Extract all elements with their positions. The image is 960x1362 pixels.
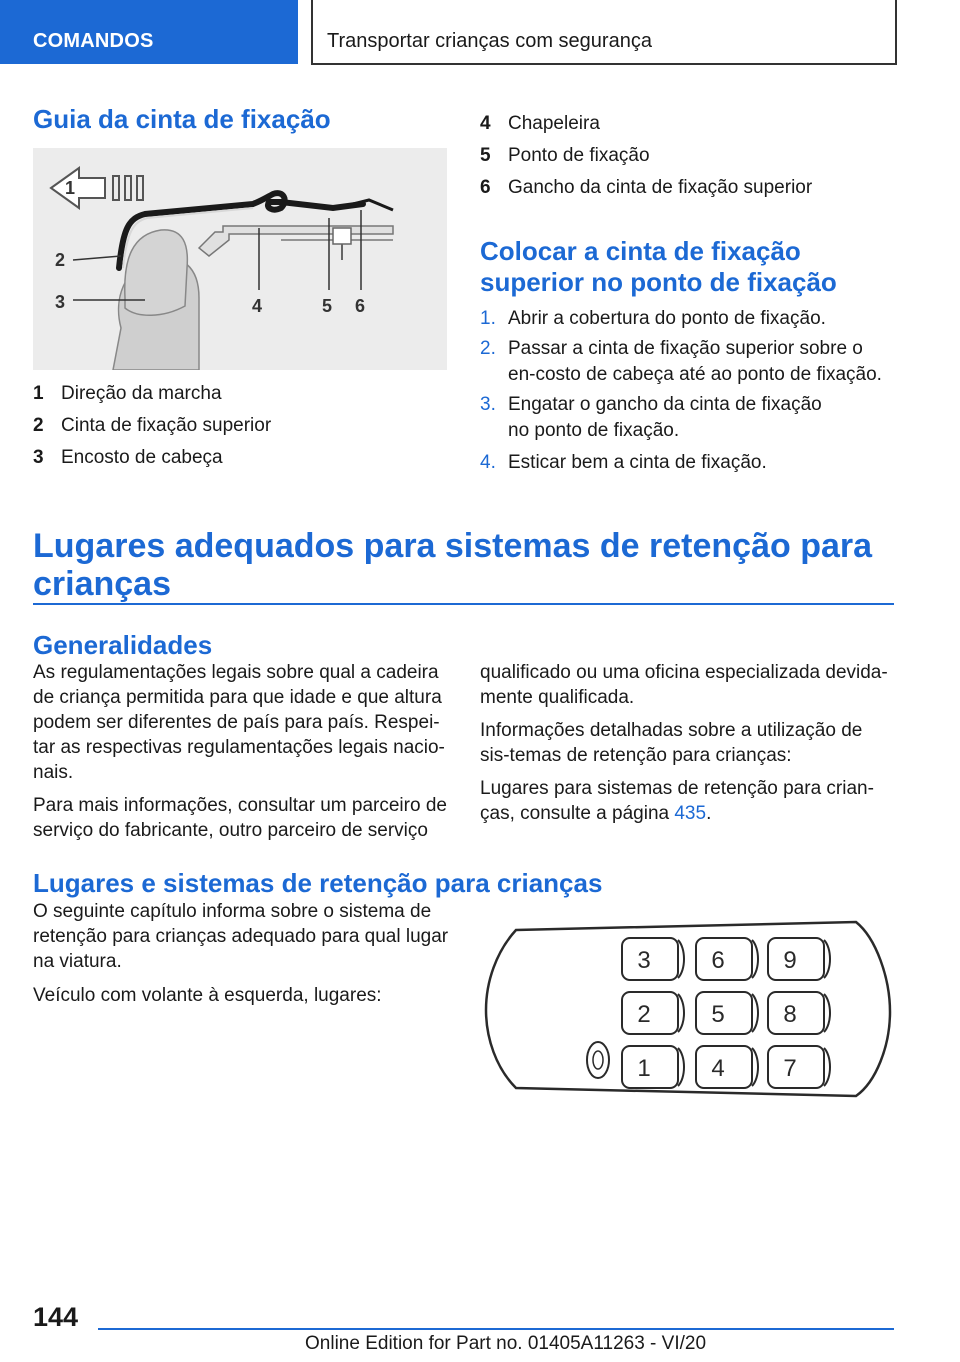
legend-number: 5 xyxy=(480,145,491,166)
step-item xyxy=(480,450,894,476)
seat-number-6: 6 xyxy=(711,947,725,974)
general-paragraph: qualificado ou uma oficina especializada devida-mente qualificada. xyxy=(480,662,888,708)
legend-number: 2 xyxy=(33,415,44,436)
attach-heading-line: superior no ponto de fixação xyxy=(480,267,837,297)
figure-label-3: 3 xyxy=(55,292,66,312)
general-paragraph: As regulamentações legais sobre qual a cadeira de criança permitida para que idade e que altura podem ser diferentes de país para país. Respei-tar as respectivas regulamentações legais nacio-nais. xyxy=(33,662,445,783)
step-text: Esticar bem a cinta de fixação. xyxy=(508,452,767,473)
legend-text: Direção da marcha xyxy=(61,383,222,404)
attach-heading-line: Colocar a cinta de fixação xyxy=(480,236,801,266)
legend-number: 3 xyxy=(33,447,44,468)
seat-number-5: 5 xyxy=(711,1001,725,1028)
legend-text: Gancho da cinta de fixação superior xyxy=(508,177,813,198)
seat-layout-figure xyxy=(476,918,894,1100)
step-text: Engatar o gancho da cinta de fixação no ponto de fixação. xyxy=(508,394,822,441)
page-number: 144 xyxy=(33,1302,79,1332)
places-heading-line: crianças xyxy=(33,565,171,603)
legend-text: Ponto de fixação xyxy=(508,145,650,166)
general-text: Lugares para sistemas de retenção para crian-ças, consulte a página xyxy=(480,778,874,824)
seat-number-2: 2 xyxy=(637,1001,651,1028)
chapter-header xyxy=(311,0,897,65)
step-number: 2. xyxy=(480,338,496,359)
legend-text: Chapeleira xyxy=(508,113,600,134)
step-number: 1. xyxy=(480,308,496,329)
systems-paragraph: O seguinte capítulo informa sobre o sistema de retenção para crianças adequado para qual lugar na viatura. xyxy=(33,901,449,972)
seat-number-4: 4 xyxy=(711,1055,725,1082)
guide-heading: Guia da cinta de fixação xyxy=(33,104,331,134)
legend-item xyxy=(33,414,271,438)
edition-text: Online Edition for Part no. 01405A11263 - VI/20 xyxy=(305,1333,707,1354)
places-heading xyxy=(33,527,872,603)
seat-number-7: 7 xyxy=(783,1055,797,1082)
legend-text: Encosto de cabeça xyxy=(61,447,223,468)
seat-number-3: 3 xyxy=(637,947,651,974)
tether-guide-figure xyxy=(33,148,447,370)
section-label: COMANDOS xyxy=(33,30,154,52)
heading-rule xyxy=(33,603,894,605)
chapter-title: Transportar crianças com segurança xyxy=(327,30,652,52)
step-item xyxy=(480,306,894,332)
attach-heading xyxy=(480,236,837,298)
step-item xyxy=(480,336,894,388)
step-number: 4. xyxy=(480,452,496,473)
systems-heading: Lugares e sistemas de retenção para crianças xyxy=(33,868,603,898)
legend-item xyxy=(480,176,812,200)
figure-label-2: 2 xyxy=(55,250,66,270)
general-paragraph xyxy=(480,776,894,826)
legend-number: 4 xyxy=(480,113,491,134)
legend-item xyxy=(33,382,222,406)
legend-number: 1 xyxy=(33,383,44,404)
legend-number: 6 xyxy=(480,177,491,198)
general-text: . xyxy=(706,803,712,824)
step-text: Abrir a cobertura do ponto de fixação. xyxy=(508,308,826,329)
figure-label-1: 1 xyxy=(65,178,76,198)
general-paragraph: Para mais informações, consultar um parceiro de serviço do fabricante, outro parceiro de serviço xyxy=(33,795,447,841)
seat-number-9: 9 xyxy=(783,947,797,974)
footer-rule xyxy=(98,1328,894,1330)
seat-number-8: 8 xyxy=(783,1001,797,1028)
section-tab xyxy=(0,0,298,64)
general-heading: Generalidades xyxy=(33,630,213,660)
step-item xyxy=(480,392,894,444)
legend-item xyxy=(480,144,650,168)
figure-label-5: 5 xyxy=(322,296,333,316)
step-text: Passar a cinta de fixação superior sobre o en-costo de cabeça até ao ponto de fixação. xyxy=(508,338,882,385)
legend-item xyxy=(33,446,223,470)
legend-text: Cinta de fixação superior xyxy=(61,415,272,436)
seat-number-1: 1 xyxy=(637,1055,651,1082)
step-number: 3. xyxy=(480,394,496,415)
figure-label-6: 6 xyxy=(355,296,366,316)
places-heading-line: Lugares adequados para sistemas de retenção para xyxy=(33,527,873,565)
page-link[interactable]: 435 xyxy=(674,803,707,824)
legend-item xyxy=(480,112,600,136)
general-paragraph: Informações detalhadas sobre a utilização de sis-temas de retenção para crianças: xyxy=(480,720,863,766)
systems-paragraph: Veículo com volante à esquerda, lugares: xyxy=(33,985,382,1006)
figure-label-4: 4 xyxy=(252,296,263,316)
